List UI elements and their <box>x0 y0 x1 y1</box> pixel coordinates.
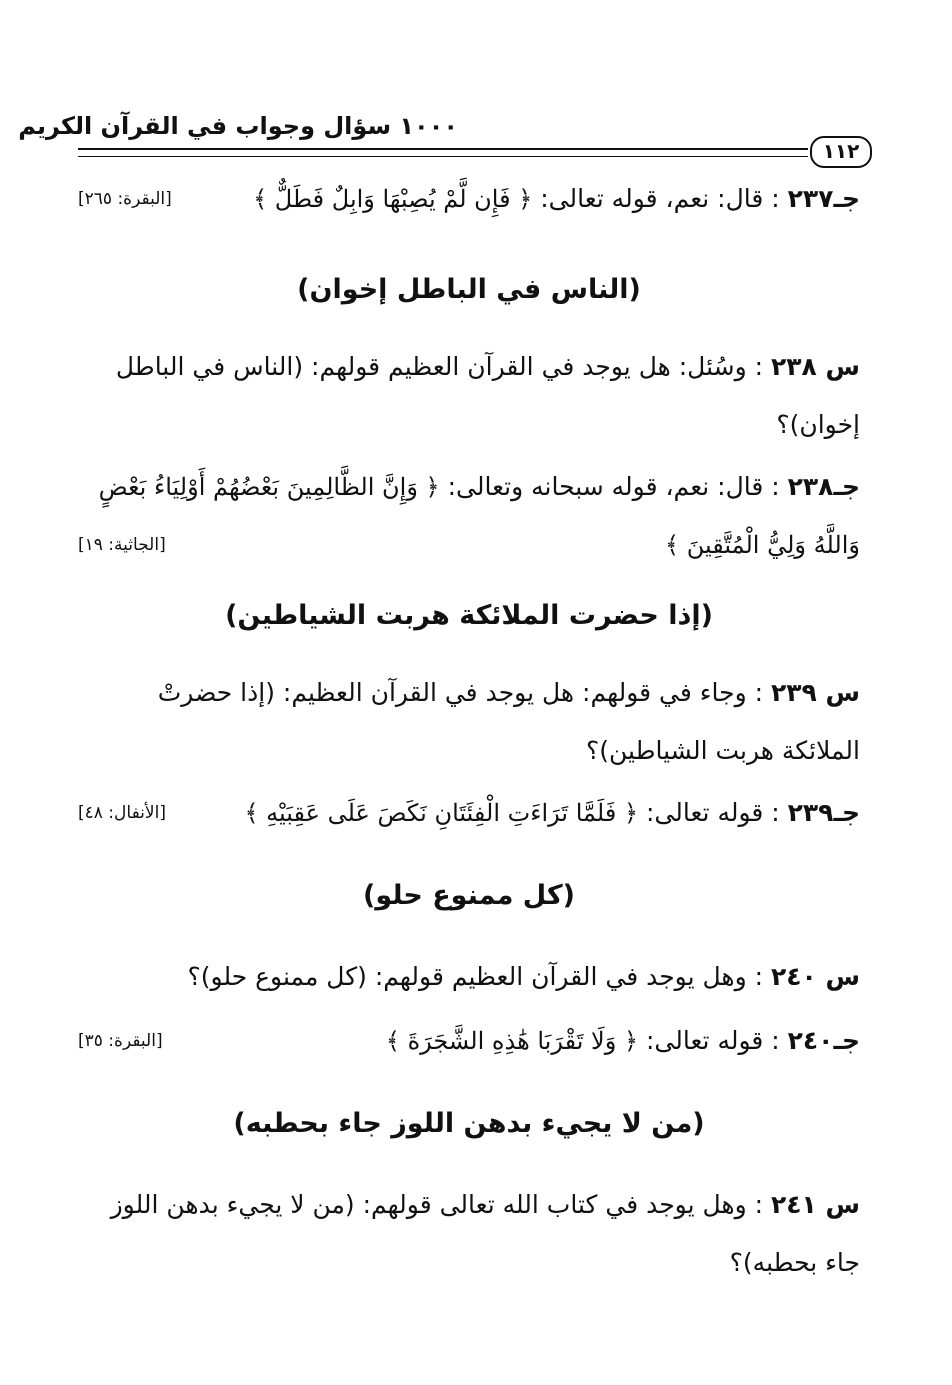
entry-label: س ٢٤٠ <box>771 962 860 991</box>
entry-label: س ٢٣٨ <box>771 352 860 381</box>
surah-reference: [البقرة: ٢٦٥] <box>78 189 172 209</box>
entry-text: : قوله تعالى: <box>638 798 780 827</box>
section-heading: (من لا يجيء بدهن اللوز جاء بحطبه) <box>233 1108 705 1139</box>
entry-label: س ٢٤١ <box>771 1190 860 1219</box>
entry-text: : قال: نعم، قوله سبحانه وتعالى: <box>439 472 780 501</box>
question-241 <box>78 1176 860 1292</box>
entry-text: : وهل يوجد في كتاب الله تعالى قولهم: (من لا يجيء بدهن اللوز جاء بحطبه)؟ <box>110 1190 860 1277</box>
surah-reference: [البقرة: ٣٥] <box>78 1031 163 1051</box>
quran-quote: ﴿ وَلَا تَقْرَبَا هَٰذِهِ الشَّجَرَةَ ﴾ <box>385 1027 639 1055</box>
surah-reference: [الجاثية: ١٩] <box>78 535 166 555</box>
quran-quote: ﴿ فَلَمَّا تَرَاءَتِ الْفِئَتَانِ نَكَصَ عَلَى عَقِبَيْهِ ﴾ <box>244 799 639 827</box>
entry-label: جـ٢٣٨ <box>787 472 860 501</box>
quran-quote: ﴿ فَإِن لَّمْ يُصِبْهَا وَابِلٌ فَطَلٌّ ﴾ <box>253 185 533 213</box>
entry-label: جـ٢٣٩ <box>787 798 860 827</box>
section-heading: (إذا حضرت الملائكة هربت الشياطين) <box>225 600 713 631</box>
quran-quote: ﴿ وَإِنَّ الظَّالِمِينَ بَعْضُهُمْ أَوْلِيَاءُ بَعْضٍ وَاللَّهُ وَلِيُّ الْمُتَّقِينَ ﴾ <box>98 473 860 559</box>
question-239 <box>78 664 860 780</box>
running-title: ١٠٠٠ سؤال وجواب في القرآن الكريم <box>18 112 458 140</box>
header-rule <box>78 148 808 157</box>
page-number: ١١٢ <box>810 136 872 168</box>
entry-text: : قال: نعم، قوله تعالى: <box>532 184 780 213</box>
question-238 <box>78 338 860 454</box>
entry-text: : قوله تعالى: <box>638 1026 780 1055</box>
section-heading: (كل ممنوع حلو) <box>363 880 575 911</box>
entry-text: : وهل يوجد في القرآن العظيم قولهم: (كل ممنوع حلو)؟ <box>187 962 764 991</box>
answer-239 <box>78 784 860 842</box>
entry-label: جـ٢٤٠ <box>787 1026 860 1055</box>
entry-text: : وجاء في قولهم: هل يوجد في القرآن العظيم: (إذا حضرتْ الملائكة هربت الشياطين)؟ <box>157 678 860 765</box>
answer-237 <box>78 170 860 228</box>
entry-text: : وسُئل: هل يوجد في القرآن العظيم قولهم: (الناس في الباطل إخوان)؟ <box>115 352 860 439</box>
question-240 <box>78 948 860 1006</box>
entry-label: س ٢٣٩ <box>771 678 860 707</box>
section-heading: (الناس في الباطل إخوان) <box>297 274 641 305</box>
answer-240 <box>78 1012 860 1070</box>
answer-238 <box>78 458 860 574</box>
surah-reference: [الأنفال: ٤٨] <box>78 803 166 823</box>
entry-label: جـ٢٣٧ <box>787 184 860 213</box>
